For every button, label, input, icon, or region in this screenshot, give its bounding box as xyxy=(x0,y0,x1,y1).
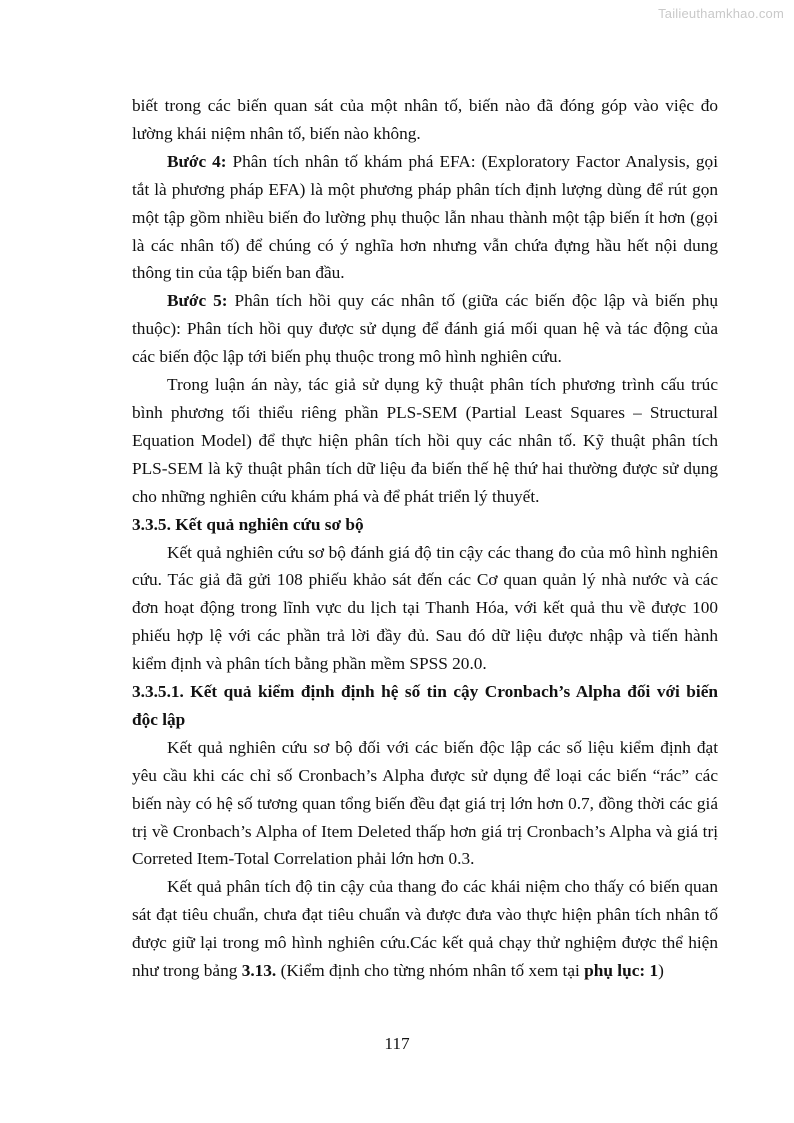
table-reference: 3.13. xyxy=(241,961,277,981)
paragraph-step-5 xyxy=(132,287,718,371)
section-heading-3-3-5-1: 3.3.5.1. Kết quả kiểm định định hệ số tin cậy Cronbach’s Alpha đối với biến độc lập xyxy=(132,682,718,729)
paragraph-intro: biết trong các biến quan sát của một nhân tố, biến nào đã đóng góp vào việc đo lường khái niệm nhân tố, biến nào không. xyxy=(132,96,718,143)
page-number: 117 xyxy=(384,1034,410,1053)
appendix-reference: phụ lục: 1 xyxy=(584,961,659,981)
section-heading-3-3-5: 3.3.5. Kết quả nghiên cứu sơ bộ xyxy=(132,514,364,534)
step-4-text: Phân tích nhân tố khám phá EFA: (Exploratory Factor Analysis, gọi tắt là phương pháp EFA) là một phương pháp phân tích định lượng dùng để rút gọn một tập gồm nhiều biến đo lường phụ thuộc lẫn nhau thành một tập biến ít hơn (gọi là các nhân tố) để chúng có ý nghĩa hơn nhưng vẫn chứa đựng hầu hết nội dung thông tin của tập biến ban đầu. xyxy=(132,151,719,283)
paragraph-pls-sem: Trong luận án này, tác giả sử dụng kỹ thuật phân tích phương trình cấu trúc bình phương tối thiểu riêng phần PLS-SEM (Partial Least Squares – Structural Equation Model) để thực hiện phân tích hồi quy các nhân tố. Kỹ thuật phân tích PLS-SEM là kỹ thuật phân tích dữ liệu đa biến thế hệ thứ hai thường được sử dụng cho những nghiên cứu khám phá và để phát triển lý thuyết. xyxy=(132,375,718,506)
watermark: Tailieuthamkhao.com xyxy=(658,6,784,21)
paragraph-reliability-results xyxy=(132,873,718,985)
document-body xyxy=(132,92,718,985)
step-5-label: Bước 5: xyxy=(167,291,228,311)
reliability-text-a: Kết quả phân tích độ tin cậy của thang đo các khái niệm cho thấy có biến quan sát đạt tiêu chuẩn, chưa đạt tiêu chuẩn và được đưa vào thực hiện phân tích nhân tố được giữ lại trong mô hình nghiên cứu.Các kết quả chạy thử nghiệm được thể hiện như trong bảng xyxy=(132,877,718,981)
step-5-text: Phân tích hồi quy các nhân tố (giữa các biến độc lập và biến phụ thuộc): Phân tích hồi quy được sử dụng để đánh giá mối quan hệ và tác động của các biến độc lập tới biến phụ thuộc trong mô hình nghiên cứu. xyxy=(132,291,718,367)
step-4-label: Bước 4: xyxy=(167,151,227,171)
reliability-text-c: ) xyxy=(658,961,664,981)
paragraph-cronbach: Kết quả nghiên cứu sơ bộ đối với các biến độc lập các số liệu kiểm định đạt yêu cầu khi các chỉ số Cronbach’s Alpha được sử dụng để loại các biến “rác” các biến này có hệ số tương quan tổng biến đều đạt giá trị lớn hơn 0.7, đồng thời các giá trị về Cronbach’s Alpha of Item Deleted thấp hơn giá trị Cronbach’s Alpha và giá trị Correted Item-Total Correlation phải lớn hơn 0.3. xyxy=(132,737,718,869)
paragraph-step-4 xyxy=(132,148,718,288)
paragraph-preliminary-results: Kết quả nghiên cứu sơ bộ đánh giá độ tin cậy các thang đo của mô hình nghiên cứu. Tác giả đã gửi 108 phiếu khảo sát đến các Cơ quan quản lý nhà nước và các đơn hoạt động trong lĩnh vực du lịch tại Thanh Hóa, với kết quả thu về được 100 phiếu hợp lệ với các phần trả lời đầy đủ. Sau đó dữ liệu được nhập và tiến hành kiểm định và phân tích bằng phần mềm SPSS 20.0. xyxy=(132,542,718,674)
reliability-text-b: (Kiểm định cho từng nhóm nhân tố xem tại xyxy=(276,961,585,981)
